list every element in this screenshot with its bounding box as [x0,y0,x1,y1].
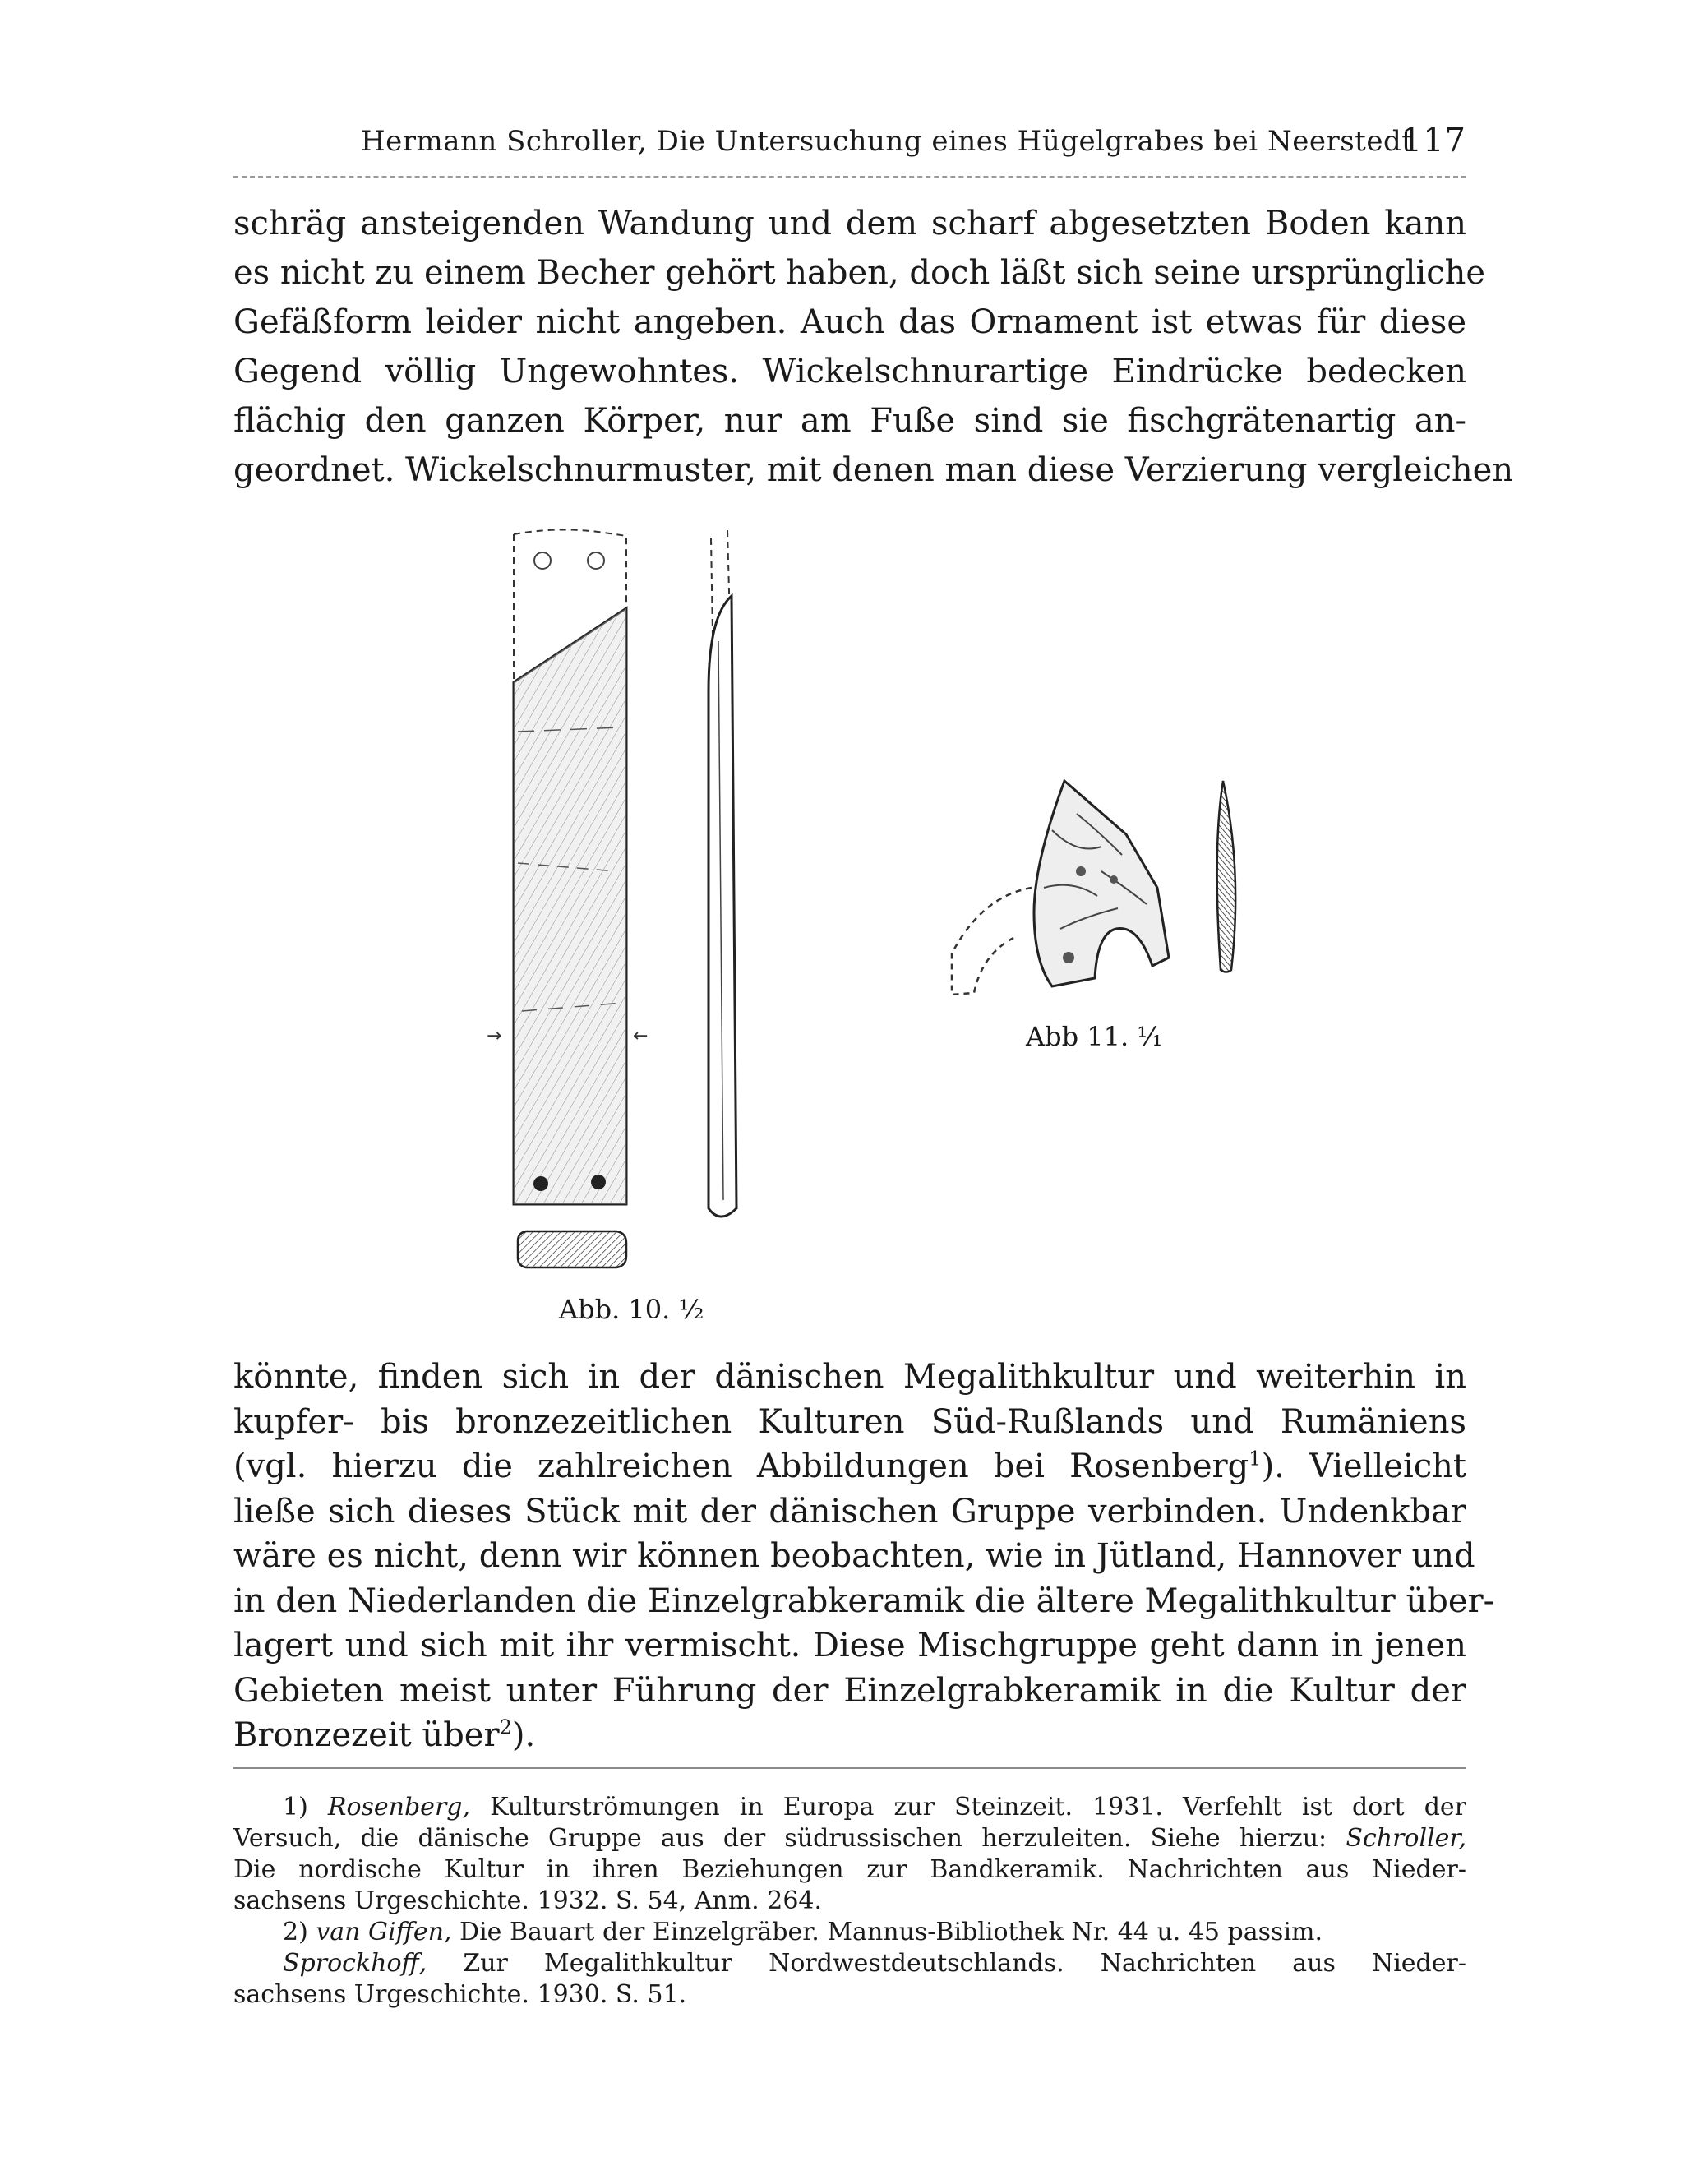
text-line: Gebieten meist unter Führung der Einzelgrabkeramik in die Kultur der [233,1671,1466,1710]
text-segment: Bronzezeit über [233,1716,500,1754]
footnote-line [233,1917,1466,1948]
footnote-ref-1[interactable]: 1 [1249,1447,1262,1471]
footnotes [233,1792,1466,2011]
footnote-text: Kulturströmungen in Europa zur Steinzeit. 1931. Verfehlt ist dort der [490,1793,1467,1822]
text-line: geordnet. Wickelschnurmuster, mit denen man diese Verzierung vergleichen [233,451,1514,489]
footnote-line [233,1948,1466,1979]
text-line: wäre es nicht, denn wir können beobachten, wie in Jütland, Hannover und [233,1537,1475,1575]
text-line: Gefäßform leider nicht angeben. Auch das Ornament ist etwas für diese [233,303,1466,341]
footnote-author: van Giffen, [316,1918,452,1946]
text-line: Gegend völlig Ungewohntes. Wickelschnurartige Eindrücke bedecken [233,353,1466,390]
text-line [233,1444,1466,1489]
header-rule [233,176,1466,178]
footnote-author: Rosenberg, [327,1793,471,1822]
footnote-rule [233,1767,1466,1769]
footnote-ref-2[interactable]: 2 [499,1715,512,1739]
text-line: es nicht zu einem Becher gehört haben, doch läßt sich seine ursprüngliche [233,254,1486,292]
footnote-text: Zur Megalithkultur Nordwestdeutschlands. Nachrichten aus Nieder- [463,1949,1466,1978]
caption-abb10 [559,1294,704,1325]
body-paragraph-2 [233,1355,1495,1758]
footnote-marker: 2) [283,1918,308,1946]
text-line: ließe sich dieses Stück mit der dänischen Gruppe verbinden. Undenkbar [233,1492,1466,1531]
text-line [233,1713,1466,1758]
caption-scale: ½ [678,1294,704,1325]
figure-abb10 [487,518,773,1282]
footnote-line [233,1823,1466,1854]
footnote-author: Schroller, [1346,1824,1466,1853]
abb11-drawing [937,764,1266,1011]
text-line: in den Niederlanden die Einzelgrabkeramik die ältere Megalithkultur über- [233,1581,1495,1620]
footnote-author: Sprockhoff, [283,1949,427,1978]
footnote-2 [233,1917,1466,2011]
footnote-text: Die Bauart der Einzelgräber. Mannus-Bibliothek Nr. 44 u. 45 passim. [459,1918,1323,1946]
figure-abb11 [937,764,1266,1011]
text-segment: ). Vielleicht [1261,1448,1466,1485]
footnote-line [233,1792,1466,1823]
footnote-line: Die nordische Kultur in ihren Beziehungen zur Bandkeramik. Nachrichten aus Nieder- [233,1855,1466,1884]
svg-text:←: ← [633,1026,649,1046]
text-segment: ). [511,1716,536,1754]
body-paragraph-1 [233,199,1514,495]
text-line: flächig den ganzen Körper, nur am Fuße sind sie fischgrätenartig an- [233,402,1466,440]
abb10-drawing [487,518,773,1282]
text-line: könnte, finden sich in der dänischen Megalithkultur und weiterhin in [233,1358,1466,1396]
caption-label: Abb 11. [1026,1021,1129,1052]
text-line: lagert und sich mit ihr vermischt. Diese Mischgruppe geht dann in jenen [233,1627,1466,1665]
caption-scale: ¹⁄₁ [1137,1021,1163,1052]
footnote-1 [233,1792,1466,1917]
footnote-marker: 1) [283,1793,308,1822]
running-head: Hermann Schroller, Die Untersuchung eines Hügelgrabes bei Neerstedt [361,125,1414,158]
text-segment: (vgl. hierzu die zahlreichen Abbildungen bei Rosenberg [233,1448,1249,1485]
page-number: 117 [1401,122,1466,159]
text-line: schräg ansteigenden Wandung und dem scharf abgesetzten Boden kann [233,205,1466,242]
caption-abb11 [1026,1021,1162,1052]
footnote-line: sachsens Urgeschichte. 1932. S. 54, Anm. 264. [233,1886,823,1915]
svg-text:→: → [487,1026,502,1046]
page-header [233,122,1466,174]
footnote-text: Versuch, die dänische Gruppe aus der südrussischen herzuleiten. Siehe hierzu: [233,1824,1327,1853]
text-line: kupfer- bis bronzezeitlichen Kulturen Süd-Rußlands und Rumäniens [233,1402,1466,1441]
caption-label: Abb. 10. [559,1294,671,1325]
footnote-line: sachsens Urgeschichte. 1930. S. 51. [233,1980,687,2009]
